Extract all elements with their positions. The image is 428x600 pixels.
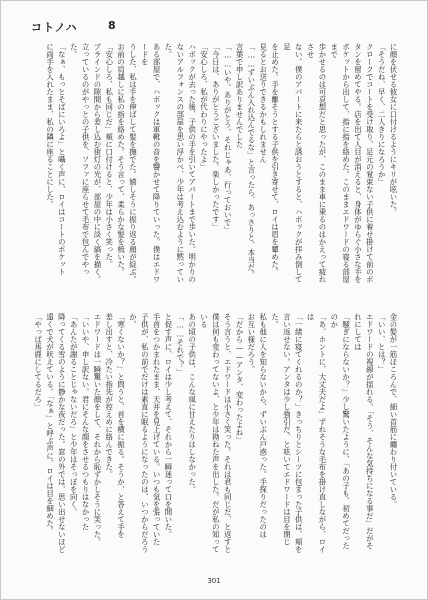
bottom-line: 「寒くないか？」と問うと、首を横に振る。そうか、と答えて手を (116, 313, 126, 538)
bottom-line: あの頃の子供は、こんな風に甘えたりはしなかった。 (187, 313, 197, 493)
bottom-line: エドワードは一瞬驚いた顔をして、それから恥ずかしそうに笑った。 (92, 313, 102, 546)
top-line: 「安心しろ、私が代わりにやったよ」 (199, 43, 209, 171)
top-line: 「……ずいぶん入れ込んでるな」と言ったら、あっさりと、本当だ。 (246, 43, 256, 279)
page-header (23, 11, 403, 41)
top-line: 「そうだね、早く、二人きりになろうか」 (377, 43, 387, 186)
top-line: ないアルフォンスの部屋を思い浮かべ、少年は考え込むように黙っていた。 (163, 43, 185, 283)
bottom-line: と促す声に、ロイは少し考えて、それから一瞬迷って口を開いた。 (163, 313, 173, 538)
bottom-line: 手首をつかまれたまま、天井を見上げている。いつも気を張っていた (152, 313, 162, 546)
top-line: 「今日は、ありがとうございました。楽しかったです」 (211, 43, 221, 231)
bottom-line: 子供が、私の前でだけは素直に眠るようになったのは、いつからだろうか。 (128, 313, 150, 553)
page-number: 301 (207, 577, 221, 585)
chapter-number: 8 (108, 19, 116, 32)
bottom-line: 「騒ぎにならないか？」少し驚いたように、「あの子も、初めてだったのか (329, 313, 351, 550)
top-line: に両手を入れたまま、私の隣に座ることにした。 (45, 43, 55, 208)
top-line: お前の肩越しに私の指を絡めた。そう言って、柔らかな髪を梳いた。 (116, 43, 126, 276)
bottom-line: 「……それで？」 (175, 313, 185, 377)
top-line: 「安心しろ、私も同じだ」頬に口付けると、少年は小さく笑った。 (104, 43, 114, 268)
top-line: 歩かせるのは可哀想だと思ったが、このまま車に乗るのはかえって疲れさせ (306, 43, 327, 283)
bottom-line: 「あんたが謝ることじゃないだろ」と少年はそっぽを向く。 (69, 313, 79, 516)
bottom-line: 差し出すと、冷たい指先が控えめに絡んできた。 (104, 313, 114, 478)
bottom-line: 私も他に人を知らないから、ずいぶん戸惑った。手探りだったのは (258, 313, 268, 538)
top-line: に顔を伏せる彼女に口付けるようにキリが呟いた。 (389, 43, 398, 216)
top-line: ブラインドの隙間から差し込む街灯の光が、部屋の中に淡く縞を描く。 (92, 43, 102, 283)
bottom-line: 降ってくる雪のように静かな夜だった。窓の外では、思い出せないほど (57, 313, 67, 553)
bottom-line: 言い返せない。アンタは少し強引だ、と呟いてエドワードは目を閉じた。 (270, 313, 292, 546)
top-line: ハボックが去った後、子供の手を引いてアパートまで歩いた。明かりの (187, 43, 197, 283)
bottom-line: 「いいや、申し訳ない。君にそんな顔をさせるつもりはなかった (81, 313, 91, 531)
bottom-line: そう言うと、エドワードは小さく笑った。それは君も同じだ、と返すと (223, 313, 233, 553)
bottom-line: 「いい、とは？」 (377, 313, 387, 373)
top-line: ポケットから出して、指に指を絡めた。このままエドワードの寝る部屋まで (329, 43, 351, 283)
top-line: を止めた。手を離そうとする子供を引き寄せて、ロイは眉を顰めた。 (270, 43, 280, 276)
upper-text-block (25, 43, 399, 283)
chapter-title: コトノハ (31, 21, 78, 34)
top-line: 立っているのがやっとの子供を、ソファに座らせて毛布で包んでやった。 (69, 43, 91, 276)
bottom-line: お互い様だろう。 (246, 313, 256, 373)
bottom-line: 「だから——アンタ、変わったよね」 (235, 313, 245, 444)
lower-text-block (25, 313, 399, 553)
top-line: 「なぁ、もっとそばにいろよ」と囁く声に、ロイはコートのポケット (57, 43, 67, 276)
bottom-line: 僕は何も変わってないよ、と少年は拗ねた声を出した。だが私の知っている (199, 313, 221, 553)
top-line: クロークでコートを受け取り、足元の覚束ない子供に着せ掛けて前のボ (365, 43, 375, 283)
bottom-line: 「やっぱ馬鹿にしてるだろ」 (33, 313, 43, 411)
bottom-line: 遠くで犬が吠えている。「なぁ」と呼ぶ声に、ロイは目を細めた。 (45, 313, 55, 535)
bottom-line: エドワードの視線が揺れる。「そう、そんな気持ちになる事だ」だがそれにしては (353, 313, 375, 550)
top-line: ある部屋で、ハボックは軍靴の音を響かせて降りていった。僕はエドワードを (140, 43, 162, 283)
top-line: 見るとお送りできるかもしれません (258, 43, 268, 163)
top-line: ない。僕のアパートに来たらと誘おうとすると、ハボックが拝み倒して足 (282, 43, 304, 283)
top-line: 言葉で申し訳ありませんでした (235, 43, 245, 148)
top-line: タンを留めてやる。店を出て人目が消えると、身体がゆらぐ小さな手を (353, 43, 363, 283)
bottom-line: 「一緒に寝てくれるのか？」きっちりとシーツに包まった子供は、頬を (294, 313, 304, 553)
top-line: 「……いや。ありがとう、それじゃあ、行っておいで」 (223, 43, 233, 234)
bottom-line: 金の髪が一筋ほころんで、細い首筋に纏わり付いている。 (389, 313, 398, 508)
top-line: うした、私は手を伸ばして髪を撫でた。嬉しそうに振り返る顔が綻ぶ。 (128, 43, 138, 283)
bottom-line: 「あ、ホントに、大丈夫だよ」ずれそうな毛布を掛け直しながら、ロイは (306, 313, 327, 553)
